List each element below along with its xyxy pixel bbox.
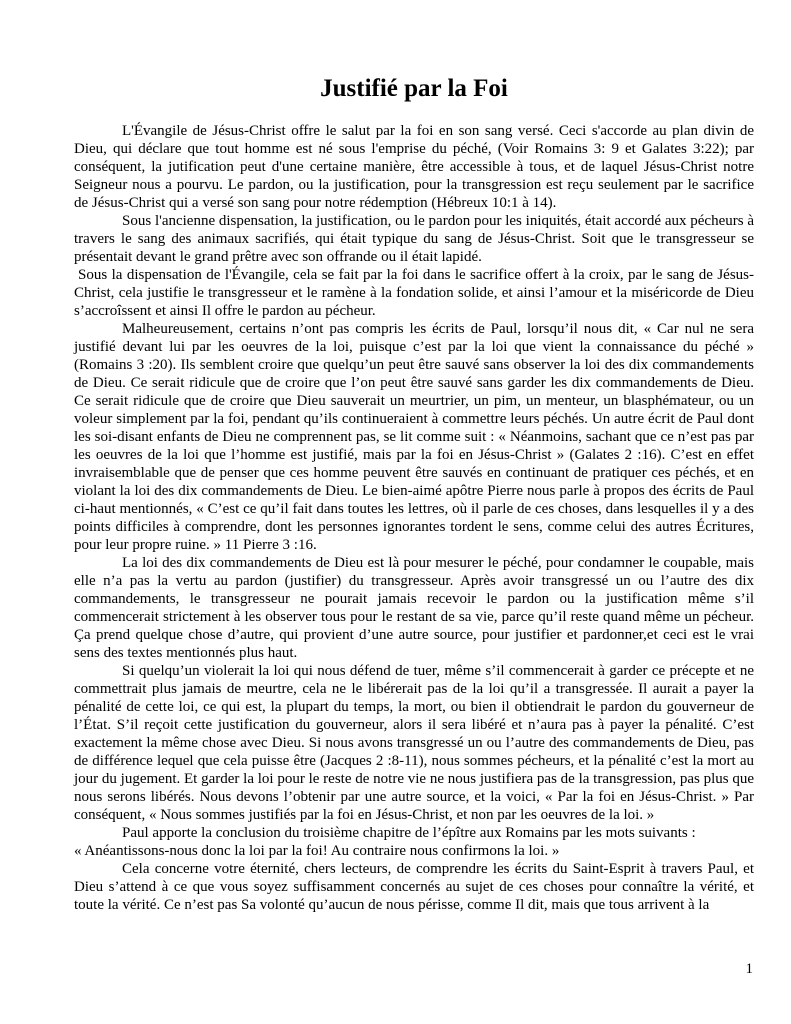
paragraph-8-quote: « Anéantissons-nous donc la loi par la foi! Au contraire nous confirmons la loi. » [74, 843, 560, 859]
paragraph-5: La loi des dix commandements de Dieu est là pour mesurer le péché, pour condamner le coupable, mais elle n’a pas la vertu au pardon (justifier) du transgresseur. Après avoir transgressé un ou l’autre des dix commandements, le transgresseur ne pourait jamais recevoir le pardon ou la justification même s’il commencerait strictement à les observer tous pour le restant de sa vie, parce qu’il reste quand même un pécheur. Ça prend quelque chose d’autre, qui provient d’une autre source, pour justifier et pardonner,et ceci est le vrai sens des textes mentionnés plus haut. [74, 555, 754, 661]
paragraph-3: Sous la dispensation de l'Évangile, cela se fait par la foi dans le sacrifice offert à la croix, par le sang de Jésus-Christ, cela justifie le transgresseur et le ramène à la fondation solide, et ainsi l’amour et la miséricorde de Dieu s’accroîssent et ainsi Il offre le pardon au pécheur. [74, 267, 754, 319]
paragraph-7: Paul apporte la conclusion du troisième chapitre de l’épître aux Romains par les mots suivants : [122, 825, 696, 841]
paragraph-4: Malheureusement, certains n’ont pas compris les écrits de Paul, lorsqu’il nous dit, « Car nul ne sera justifié devant lui par les oeuvres de la loi, puisque c’est par la loi que vient la connaissance du péché » (Romains 3 :20). Ils semblent croire que quelqu’un peut être sauvé sans observer la loi des dix commandements de Dieu. Ce serait ridicule que de croire que l’on peut être sauvé sans garder les dix commandements de Dieu. Ce serait ridicule que de croire que Dieu sauverait un meurtrier, un pim, un menteur, un blasphémateur, ou un voleur simplement par la foi, pendant qu’ils continueraient à commettre leurs péchés. Un autre écrit de Paul dont les soi-disant enfants de Dieu ne comprennent pas, se lit comme suit : « Néanmoins, sachant que ce n’est pas par les oeuvres de la loi que l’homme est justifié, mais par la foi en Jésus-Christ » (Galates 2 :16). C’est en effet invraisemblable que de penser que ces homme peuvent être sauvés en continuant de pratiquer ces péchés, et en violant la loi des dix commandements de Dieu. Le bien-aimé apôtre Pierre nous parle à propos des écrits de Paul ci-haut mentionnés, « C’est ce qu’il fait dans toutes les lettres, où il parle de ces choses, dans lesquelles il y a des points difficiles à comprendre, dont les personnes ignorantes tordent le sens, comme celui des autres Écritures, pour leur propre ruine. » 11 Pierre 3 :16. [74, 321, 754, 553]
paragraph-1: L'Évangile de Jésus-Christ offre le salut par la foi en son sang versé. Ceci s'accorde au plan divin de Dieu, qui déclare que tout homme est né sous l'emprise du péché, (Voir Romains 3: 9 et Galates 3:22); par conséquent, la jutification peut d'une certaine manière, être accessible à tous, et de laquel Jésus-Christ notre Seigneur nous a pourvu. Le pardon, ou la justification, pour la transgression est reçu seulement par le sacrifice de Jésus-Christ qui a versé son sang pour notre rédemption (Hébreux 10:1 à 14). [74, 123, 754, 211]
page-title: Justifié par la Foi [320, 75, 508, 102]
page-number: 1 [745, 961, 753, 977]
paragraph-6: Si quelqu’un violerait la loi qui nous défend de tuer, même s’il commencerait à garder ce précepte et ne commettrait plus jamais de meurtre, cela ne le libérerait pas de la loi qu’il a transgressée. Il aurait a payer la pénalité de cette loi, ce qui est, la plupart du temps, la mort, ou bien il obtiendrait le pardon du gouverneur de l’État. S’il reçoit cette justification du gouverneur, alors il sera libéré et n’aura pas à payer la pénalité. C’est exactement la même chose avec Dieu. Si nous avons transgressé un ou l’autre des commandements de Dieu, pas de différence lequel que cela puisse être (Jacques 2 :8-11), nous sommes pécheurs, et la pénalité c’est la mort au jour du jugement. Et garder la loi pour le reste de notre vie ne nous justifiera pas de la transgression, pas plus que nous serons libérés. Nous devons l’obtenir par une autre source, et la voici, « Par la foi en Jésus-Christ. » Par conséquent, « Nous sommes justifiés par la foi en Jésus-Christ, et non par les oeuvres de la loi. » [74, 663, 754, 823]
paragraph-2: Sous l'ancienne dispensation, la justification, ou le pardon pour les iniquités, était accordé aux pécheurs à travers le sang des animaux sacrifiés, qui était typique du sang de Jésus-Christ. Soit que le transgresseur se présentait devant le grand prêtre avec son offrande ou il était lapidé. [74, 213, 754, 265]
document-page [74, 72, 754, 914]
body-text [74, 122, 754, 914]
paragraph-9: Cela concerne votre éternité, chers lecteurs, de comprendre les écrits du Saint-Esprit à travers Paul, et Dieu s’attend à ce que vous soyez suffisamment concernés au sujet de ces choses pour connaître la vérité, et toute la vérité. Ce n’est pas Sa volonté qu’aucun de nous périsse, comme Il dit, mais que tous arrivent à la [74, 861, 754, 913]
